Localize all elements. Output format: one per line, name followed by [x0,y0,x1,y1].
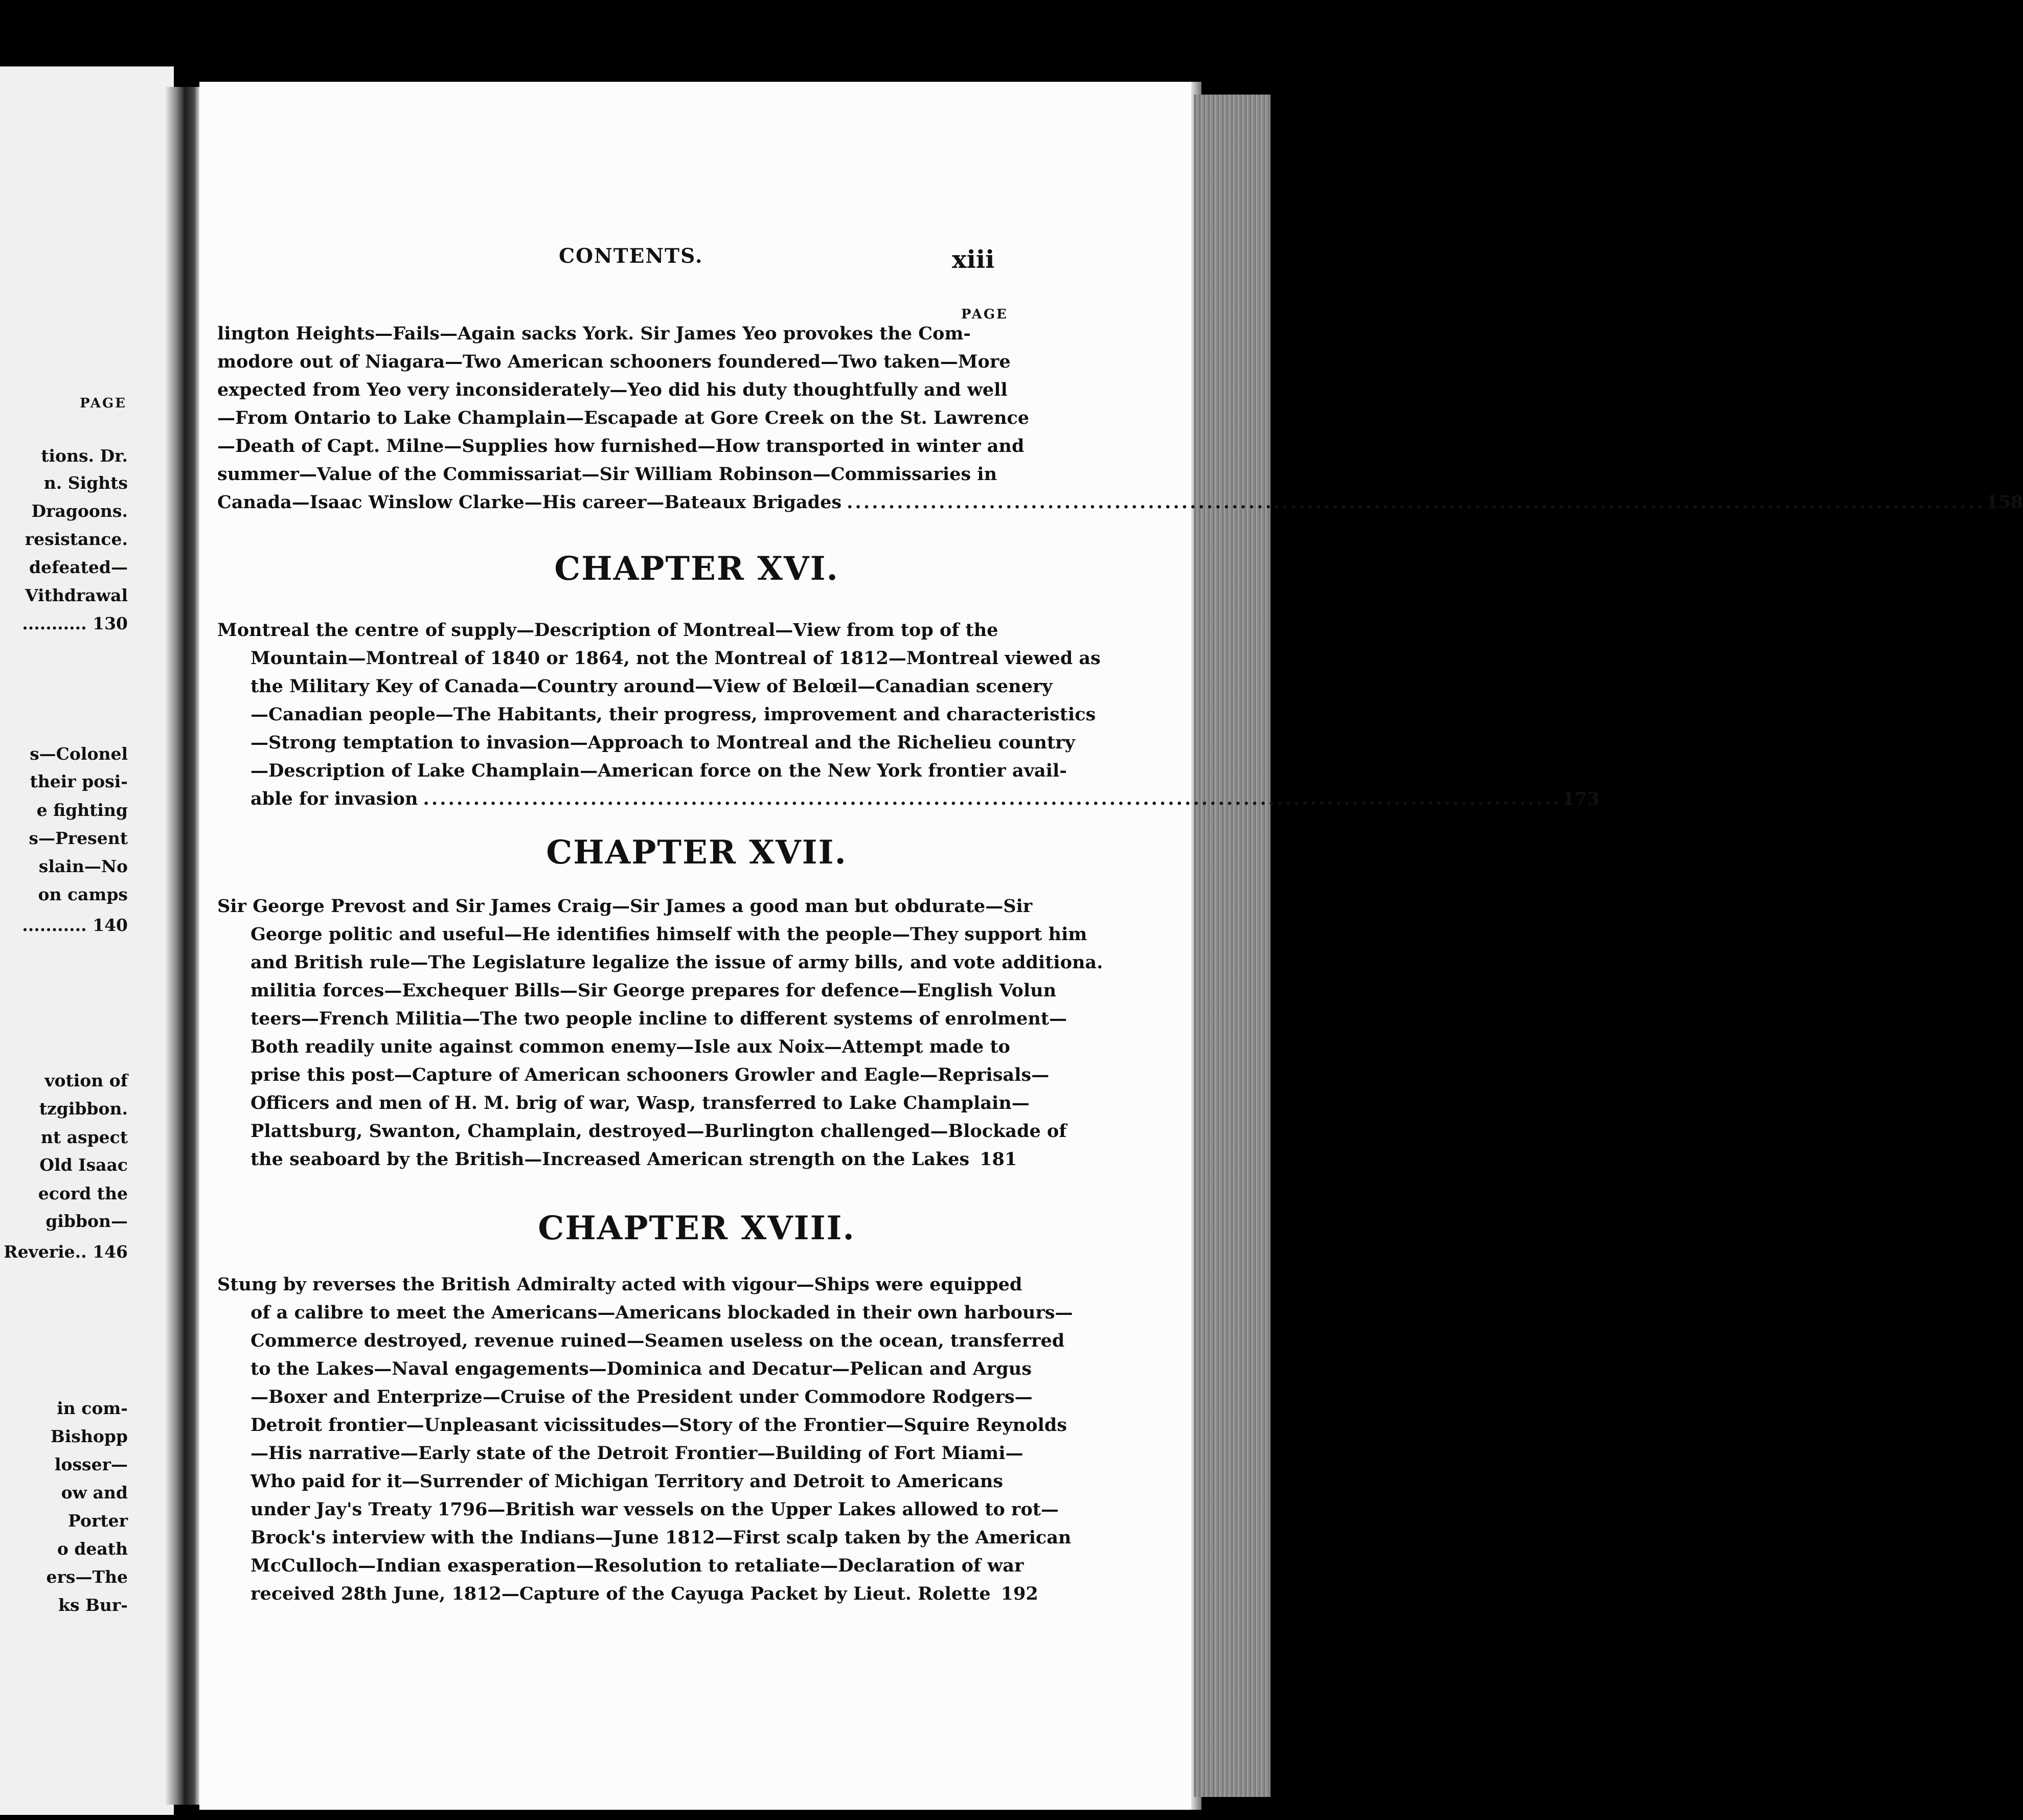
left-page-line: Old Isaac [39,1155,128,1175]
left-page-line: votion of [44,1071,128,1090]
summary-line: George politic and useful—He identifies himself with the people—They support him [251,924,1087,945]
summary-last-line [217,488,2023,516]
left-page-line: ow and [61,1483,128,1503]
page-reference: 192 [1001,1583,1038,1604]
left-page-line: Bishopp [50,1426,128,1446]
summary-line: the Military Key of Canada—Country around—View of Belœil—Canadian scenery [251,676,1053,697]
left-page-line: Vithdrawal [25,585,128,605]
summary-line: able for invasion [251,788,418,809]
left-page-line: Reverie.. 146 [4,1242,128,1262]
left-page-line: tions. Dr. [41,446,128,466]
page-number: xiii [952,245,995,274]
left-page-line: ecord the [38,1184,128,1203]
left-page-line: defeated— [29,557,128,577]
left-page-column-label: PAGE [80,396,127,411]
left-page-line: ers—The [46,1567,128,1587]
summary-line: —Death of Capt. Milne—Supplies how furnished—How transported in winter and [217,436,1025,457]
summary-line: Officers and men of H. M. brig of war, Wasp, transferred to Lake Champlain— [251,1093,1030,1113]
left-page-line: ........... 130 [22,613,128,633]
summary-line: and British rule—The Legislature legalize the issue of army bills, and vote additiona. [251,952,1103,973]
left-page-text [0,0,169,1820]
summary-line: Brock's interview with the Indians—June 1812—First scalp taken by the American [251,1527,1072,1548]
summary-line: —His narrative—Early state of the Detroit Frontier—Building of Fort Miami— [251,1443,1024,1464]
left-page-line: Porter [68,1511,128,1531]
left-page-line: ks Bur- [58,1595,128,1615]
chapter-summary [217,1270,1073,1608]
left-page-line: o death [57,1539,128,1559]
summary-line: Sir George Prevost and Sir James Craig—Sir James a good man but obdurate—Sir [217,896,1033,917]
dot-leader [423,785,1557,813]
summary-line: the seaboard by the British—Increased American strength on the Lakes [251,1149,970,1170]
page-edges [1194,95,1270,1797]
summary-line: McCulloch—Indian exasperation—Resolution to retaliate—Declaration of war [251,1555,1024,1576]
left-page-line: s—Colonel [30,744,128,764]
left-page-line: n. Sights [43,473,128,493]
summary-line: to the Lakes—Naval engagements—Dominica and Decatur—Pelican and Argus [251,1358,1032,1379]
summary-line: Both readily unite against common enemy—Isle aux Noix—Attempt made to [251,1036,1010,1057]
summary-line: teers—French Militia—The two people incline to different systems of enrolment— [251,1008,1067,1029]
summary-line: received 28th June, 1812—Capture of the Cayuga Packet by Lieut. Rolette [251,1583,991,1604]
summary-line: modore out of Niagara—Two American schooners foundered—Two taken—More [217,351,1011,372]
summary-line: Canada—Isaac Winslow Clarke—His career—Bateaux Brigades [217,492,842,513]
chapter-summary [217,320,2023,516]
page-reference: 173 [1562,788,1600,809]
summary-line: Commerce destroyed, revenue ruined—Seamen useless on the ocean, transferred [251,1330,1065,1351]
left-page-line: resistance. [25,529,128,549]
summary-line: expected from Yeo very inconsiderately—Yeo did his duty thoughtfully and well [217,379,1008,400]
running-head-title: CONTENTS. [559,244,703,268]
left-page-line: e fighting [36,800,128,820]
summary-line: Who paid for it—Surrender of Michigan Territory and Detroit to Americans [251,1471,1003,1492]
summary-line: —Strong temptation to invasion—Approach to Montreal and the Richelieu country [251,732,1075,753]
summary-line: Mountain—Montreal of 1840 or 1864, not the Montreal of 1812—Montreal viewed as [251,648,1101,669]
dot-leader [847,488,1981,516]
chapter-summary [217,892,1103,1173]
chapter-summary [217,616,1600,813]
page-reference: 181 [980,1149,1017,1170]
left-page-line: ........... 140 [22,915,128,935]
left-page-line: tzgibbon. [39,1099,128,1119]
left-page-line: gibbon— [46,1211,128,1231]
left-page-line: their posi- [30,771,128,791]
summary-line: of a calibre to meet the Americans—Americans blockaded in their own harbours— [251,1302,1073,1323]
page-column-label: PAGE [961,307,1008,322]
chapter-heading: CHAPTER XVII. [546,833,847,872]
summary-line: Stung by reverses the British Admiralty acted with vigour—Ships were equipped [217,1274,1022,1295]
left-page-line: nt aspect [40,1127,128,1147]
summary-line: summer—Value of the Commissariat—Sir William Robinson—Commissaries in [217,464,997,485]
chapter-heading: CHAPTER XVIII. [538,1209,855,1247]
summary-line: Detroit frontier—Unpleasant vicissitudes—Story of the Frontier—Squire Reynolds [251,1415,1067,1436]
left-page-line: losser— [54,1454,128,1474]
left-page-line: Dragoons. [31,501,128,521]
summary-line: —Canadian people—The Habitants, their progress, improvement and characteristics [251,704,1096,725]
left-page-line: in com- [57,1398,128,1418]
book-gutter [164,87,199,1805]
left-page-line: slain—No [38,856,128,876]
summary-line: lington Heights—Fails—Again sacks York. Sir James Yeo provokes the Com- [217,323,971,344]
summary-line: —From Ontario to Lake Champlain—Escapade at Gore Creek on the St. Lawrence [217,407,1030,428]
summary-line: militia forces—Exchequer Bills—Sir George prepares for defence—English Volun [251,980,1057,1001]
chapter-heading: CHAPTER XVI. [554,550,839,588]
summary-last-line [217,1580,1038,1608]
page-reference: 158 [1986,492,2023,513]
summary-line: —Description of Lake Champlain—American force on the New York frontier avail- [251,760,1067,781]
left-page-line: on camps [38,884,128,904]
summary-line: Montreal the centre of supply—Description of Montreal—View from top of the [217,620,998,641]
summary-line: Plattsburg, Swanton, Champlain, destroyed—Burlington challenged—Blockade of [251,1121,1067,1142]
summary-line: —Boxer and Enterprize—Cruise of the President under Commodore Rodgers— [251,1386,1033,1407]
summary-line: prise this post—Capture of American schooners Growler and Eagle—Reprisals— [251,1064,1050,1085]
summary-line: under Jay's Treaty 1796—British war vessels on the Upper Lakes allowed to rot— [251,1499,1059,1520]
summary-last-line [217,785,1600,813]
summary-last-line [217,1145,1017,1173]
left-page-line: s—Present [29,828,128,848]
